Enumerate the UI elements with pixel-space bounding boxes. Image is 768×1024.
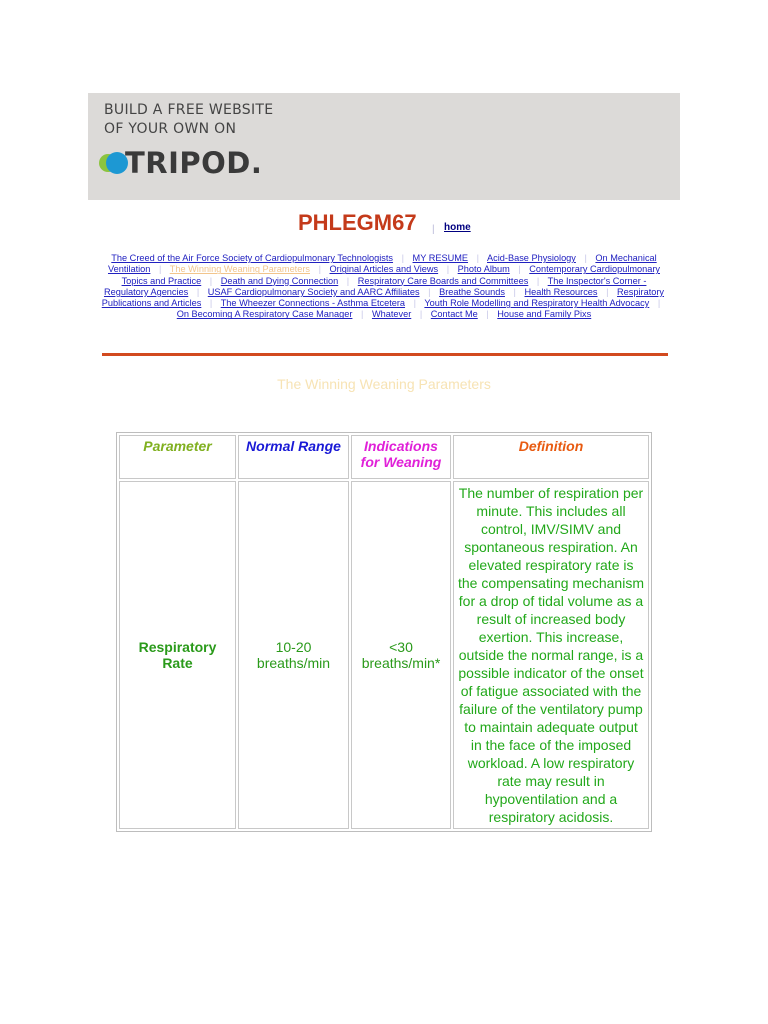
- nav-separator: |: [209, 298, 213, 309]
- nav-separator: |: [318, 264, 321, 275]
- nav-link[interactable]: Health Resources: [524, 286, 598, 297]
- nav-link[interactable]: Photo Album: [457, 264, 510, 275]
- nav-link[interactable]: Contemporary Cardiopulmonary Topics and Practice: [121, 264, 660, 286]
- table-row: [119, 481, 649, 829]
- nav-link[interactable]: Acid-Base Physiology: [487, 253, 576, 263]
- nav-link[interactable]: Respiratory Publications and Articles: [101, 286, 665, 309]
- site-navigation: [100, 253, 668, 321]
- tripod-logo-text: TRIPOD.: [125, 146, 263, 180]
- nav-separator: |: [536, 275, 540, 286]
- nav-link[interactable]: MY RESUME: [412, 253, 469, 263]
- nav-separator: |: [401, 253, 404, 263]
- nav-link[interactable]: USAF Cardiopulmonary Society and AARC Affiliates: [207, 286, 420, 297]
- nav-separator: |: [413, 298, 416, 309]
- page-subheading: The Winning Weaning Parameters: [277, 376, 491, 392]
- nav-separator: |: [428, 286, 431, 297]
- tripod-logo[interactable]: [97, 145, 357, 181]
- nav-link[interactable]: Breathe Sounds: [439, 286, 505, 297]
- nav-separator: |: [486, 309, 489, 320]
- nav-separator: |: [196, 286, 200, 297]
- nav-separator: |: [606, 286, 609, 297]
- nav-link[interactable]: Youth Role Modelling and Respiratory Health Advocacy: [424, 298, 650, 309]
- title-separator: |: [432, 224, 435, 235]
- nav-link[interactable]: The Inspector's Corner - Regulatory Agencies: [103, 275, 647, 297]
- nav-separator: |: [419, 309, 423, 320]
- cell-parameter: Respiratory Rate: [119, 481, 236, 829]
- nav-link[interactable]: Death and Dying Connection: [220, 275, 339, 286]
- nav-link[interactable]: Whatever: [371, 309, 412, 320]
- nav-link[interactable]: Contact Me: [430, 309, 478, 320]
- nav-link[interactable]: The Wheezer Connections - Asthma Etcetera: [220, 298, 406, 309]
- nav-separator: |: [476, 253, 479, 263]
- cell-normal-range: 10-20 breaths/min: [238, 481, 349, 829]
- header-indications: Indications for Weaning: [351, 435, 451, 479]
- nav-link[interactable]: The Winning Weaning Parameters: [169, 264, 310, 275]
- nav-separator: |: [360, 309, 364, 320]
- nav-link[interactable]: On Mechanical Ventilation: [107, 253, 657, 275]
- nav-separator: |: [518, 264, 521, 275]
- cell-definition: The number of respiration per minute. This includes all control, IMV/SIMV and spontaneous respiration. An elevated respiratory rate is the compensating mechanism for a drop of tidal volume as a result of increased body exertion. This increase, outside the normal range, is a possible indicator of the onset of fatigue associated with the failure of the ventilatory pump to maintain adequate output in the face of the imposed workload. A low respiratory rate may result in hypoventilation and a respiratory acidosis.: [453, 481, 649, 829]
- nav-link[interactable]: House and Family Pixs: [497, 309, 592, 320]
- site-title: PHLEGM67: [298, 210, 417, 235]
- nav-separator: |: [209, 275, 213, 286]
- nav-link[interactable]: On Becoming A Respiratory Case Manager: [176, 309, 353, 320]
- nav-link[interactable]: Original Articles and Views: [329, 264, 439, 275]
- banner-line-1: BUILD A FREE WEBSITE: [104, 102, 274, 118]
- table-header-row: [119, 435, 649, 479]
- cell-indication: <30 breaths/min*: [351, 481, 451, 829]
- nav-link[interactable]: The Creed of the Air Force Society of Cardiopulmonary Technologists: [111, 253, 394, 263]
- nav-separator: |: [584, 253, 587, 263]
- header-parameter: Parameter: [119, 435, 236, 479]
- banner-line-2: OF YOUR OWN ON: [104, 121, 237, 137]
- nav-separator: |: [158, 264, 162, 275]
- nav-link[interactable]: Respiratory Care Boards and Committees: [357, 275, 529, 286]
- nav-separator: |: [346, 275, 350, 286]
- nav-separator: |: [657, 298, 661, 309]
- horizontal-rule: [102, 353, 668, 356]
- nav-separator: |: [446, 264, 450, 275]
- header-definition: Definition: [453, 435, 649, 479]
- header-normal-range: Normal Range: [238, 435, 349, 479]
- home-link[interactable]: home: [444, 222, 471, 233]
- weaning-parameters-table: [116, 432, 652, 832]
- tripod-ad-banner[interactable]: [88, 93, 680, 200]
- nav-separator: |: [513, 286, 516, 297]
